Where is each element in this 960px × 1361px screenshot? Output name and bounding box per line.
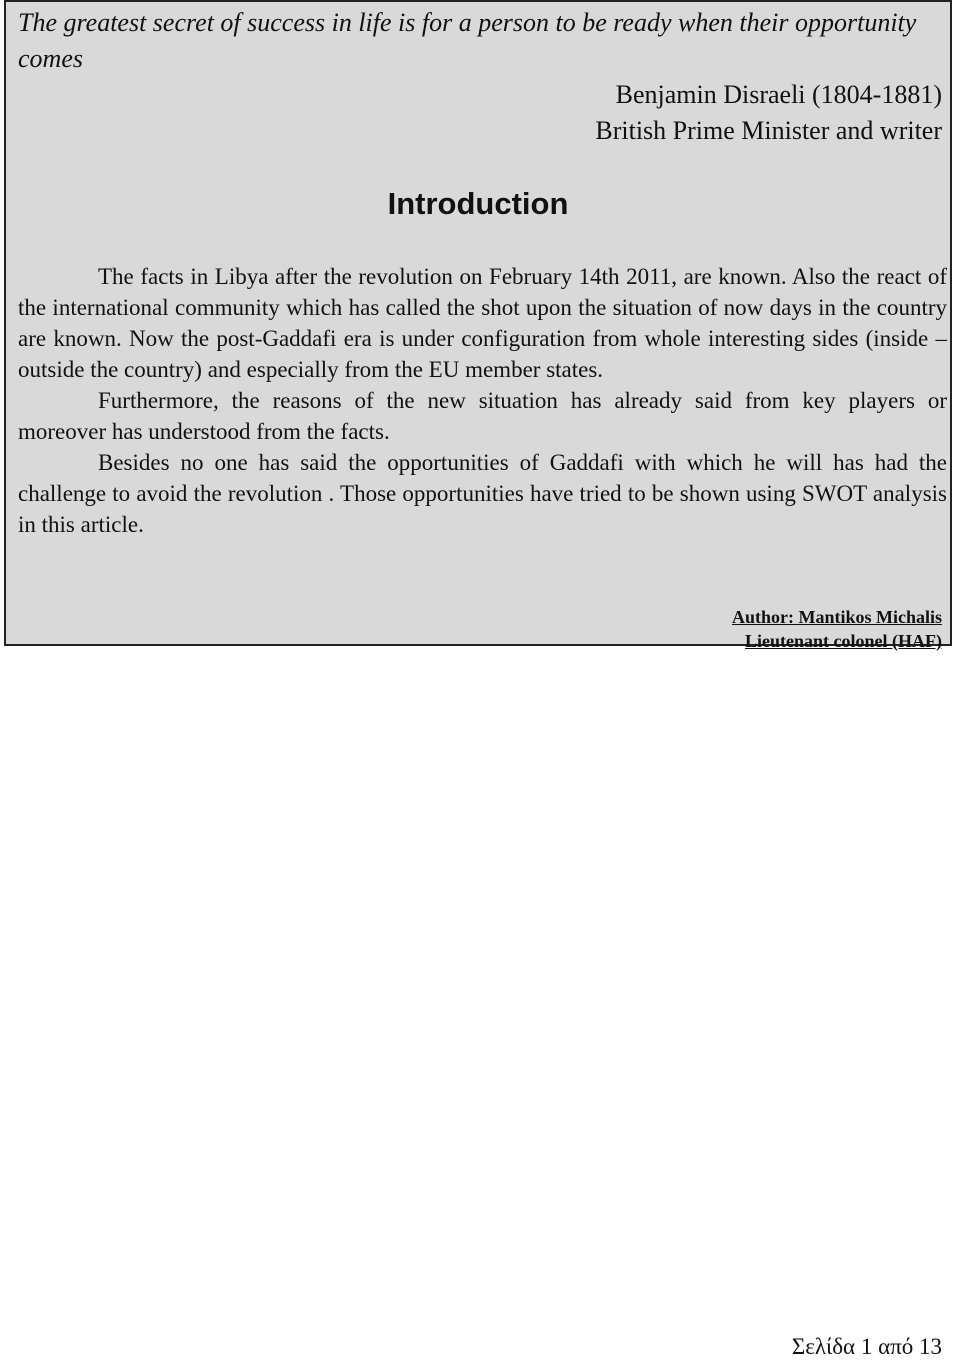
epigraph-quote: The greatest secret of success in life is for a person to be ready when their opportunity comes bbox=[18, 8, 917, 73]
quote-author: Benjamin Disraeli (1804-1881) bbox=[615, 80, 942, 109]
author-rank: Lieutenant colonel (HAF) bbox=[745, 631, 942, 651]
intro-body bbox=[18, 261, 947, 540]
author-name: Author: Mantikos Michalis bbox=[731, 607, 942, 627]
paragraph: The facts in Libya after the revolution on February 14th 2011, are known. Also the react of the international community which has called the shot upon the situation of now days in the country are known. Now the post-Gaddafi era is under configuration from whole interesting sides (inside – outside the country) and especially from the EU member states. bbox=[18, 264, 947, 382]
section-heading: Introduction bbox=[387, 186, 569, 221]
quote-author-role: British Prime Minister and writer bbox=[595, 116, 942, 145]
paragraph: Besides no one has said the opportunities of Gaddafi with which he will has had the challenge to avoid the revolution . Those opportunities have tried to be shown using SWOT analysis in this article. bbox=[18, 450, 947, 537]
intro-box bbox=[4, 0, 952, 651]
page-number: Σελίδα 1 από 13 bbox=[791, 1334, 942, 1359]
author-block bbox=[732, 605, 942, 653]
quote-attribution bbox=[595, 77, 942, 149]
paragraph: Furthermore, the reasons of the new situation has already said from key players or moreover has understood from the facts. bbox=[18, 388, 947, 444]
